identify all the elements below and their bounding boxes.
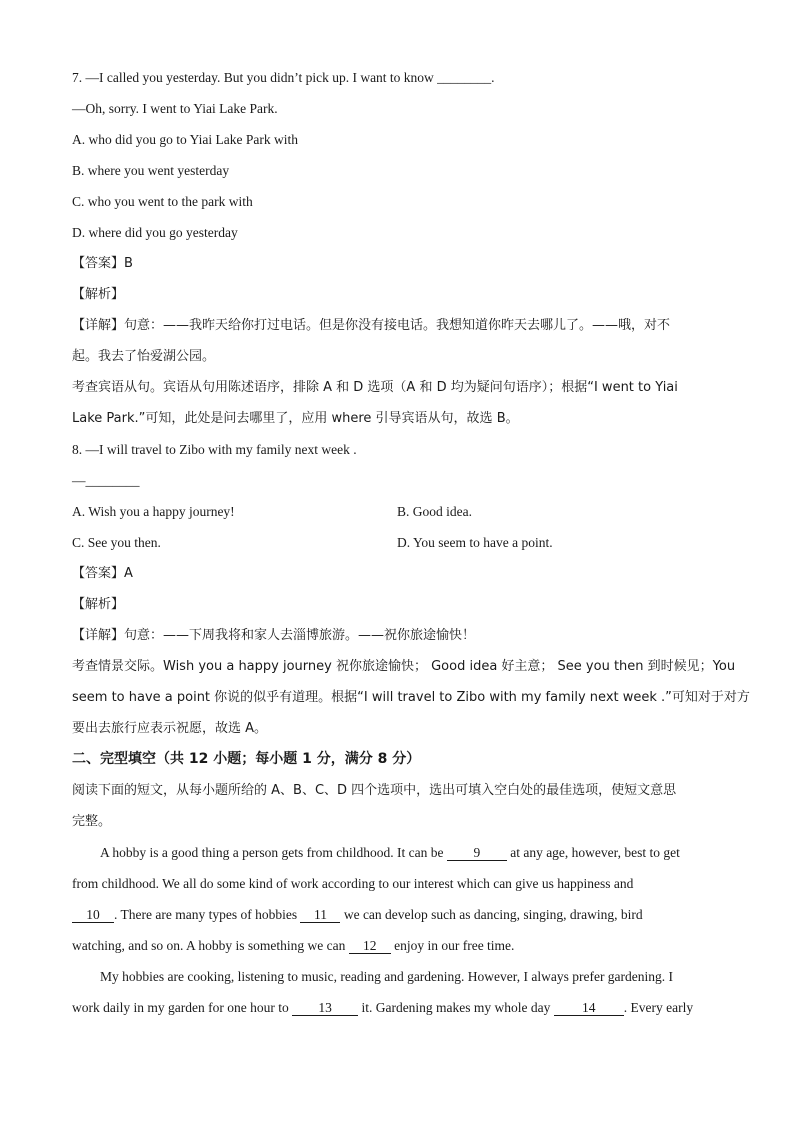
q8-answer: 【答案】A: [72, 566, 133, 581]
q8-analysis-label: 【解析】: [72, 597, 125, 612]
exam-page: [72, 62, 750, 1023]
section-instructions-line: 阅读下面的短文，从每小题所给的 A、B、C、D 四个选项中，选出可填入空白处的最佳选项，使短文意思: [72, 783, 677, 798]
q7-option-d: D. where did you go yesterday: [72, 225, 238, 240]
q8-detail-line: 要出去旅行应表示祝愿，故选 A。: [72, 721, 268, 736]
section-title: 二、完型填空（共 12 小题；每小题 1 分，满分 8 分）: [72, 751, 421, 767]
q8-options-row-2: [72, 527, 722, 558]
q8-option-b: B. Good idea.: [397, 504, 472, 519]
passage-line-3: [72, 899, 722, 930]
passage-line-5: My hobbies are cooking, listening to music, reading and gardening. However, I always prefer gardening. I: [100, 969, 674, 984]
q8-option-d: D. You seem to have a point.: [397, 535, 553, 550]
blank-10[interactable]: 10: [72, 908, 114, 923]
q8-detail-line: seem to have a point 你说的似乎有道理。根据“I will travel to Zibo with my family next week .”可知对于对方: [72, 690, 750, 705]
q7-option-c: C. who you went to the park with: [72, 194, 253, 209]
section-instructions-line: 完整。: [72, 814, 112, 829]
passage-text: we can develop such as dancing, singing, drawing, bird: [340, 907, 643, 922]
q7-detail-line: 【详解】句意：——我昨天给你打过电话。但是你没有接电话。我想知道你昨天去哪儿了。——哦，对不: [72, 318, 671, 333]
q8-stem: 8. —I will travel to Zibo with my family next week .: [72, 442, 357, 457]
passage-text: it. Gardening makes my whole day: [358, 1000, 554, 1015]
q7-stem: 7. —I called you yesterday. But you didn’t pick up. I want to know ________.: [72, 70, 495, 85]
blank-14[interactable]: 14: [554, 1001, 624, 1016]
q8-options-row-1: [72, 496, 722, 527]
q7-detail-line: Lake Park.”可知，此处是问去哪里了，应用 where 引导宾语从句，故选 B。: [72, 411, 519, 426]
blank-12[interactable]: 12: [349, 939, 391, 954]
blank-9[interactable]: 9: [447, 846, 507, 861]
passage-text: A hobby is a good thing a person gets from childhood. It can be: [100, 845, 447, 860]
passage-text: at any age, however, best to get: [506, 845, 680, 860]
passage-line-6: [72, 992, 722, 1023]
passage-text: watching, and so on. A hobby is something we can: [72, 938, 349, 953]
passage-line-1: [72, 837, 722, 868]
q7-answer: 【答案】B: [72, 256, 133, 271]
passage-line-4: [72, 930, 722, 961]
passage-text: enjoy in our free time.: [390, 938, 515, 953]
passage-line-2: from childhood. We all do some kind of work according to our interest which can give us happiness and: [72, 876, 634, 891]
passage-text: . Every early: [623, 1000, 694, 1015]
q7-detail-line: 考查宾语从句。宾语从句用陈述语序，排除 A 和 D 选项（A 和 D 均为疑问句语序）；根据“I went to Yiai: [72, 380, 678, 395]
passage-text: work daily in my garden for one hour to: [72, 1000, 293, 1015]
q8-detail-line: 【详解】句意：——下周我将和家人去淄博旅游。——祝你旅途愉快！: [72, 628, 476, 643]
q7-analysis-label: 【解析】: [72, 287, 125, 302]
q7-option-a: A. who did you go to Yiai Lake Park with: [72, 132, 298, 147]
q8-reply: —________: [72, 473, 140, 488]
q8-option-a: A. Wish you a happy journey!: [72, 504, 235, 519]
q7-option-b: B. where you went yesterday: [72, 163, 230, 178]
q8-detail-line: 考查情景交际。Wish you a happy journey 祝你旅途愉快； Good idea 好主意； See you then 到时候见；You: [72, 659, 736, 674]
blank-13[interactable]: 13: [292, 1001, 358, 1016]
q7-detail-line: 起。我去了怡爱湖公园。: [72, 349, 216, 364]
q8-option-c: C. See you then.: [72, 535, 161, 550]
blank-11[interactable]: 11: [300, 908, 340, 923]
q7-reply: —Oh, sorry. I went to Yiai Lake Park.: [72, 101, 278, 116]
passage-text: . There are many types of hobbies: [114, 907, 301, 922]
